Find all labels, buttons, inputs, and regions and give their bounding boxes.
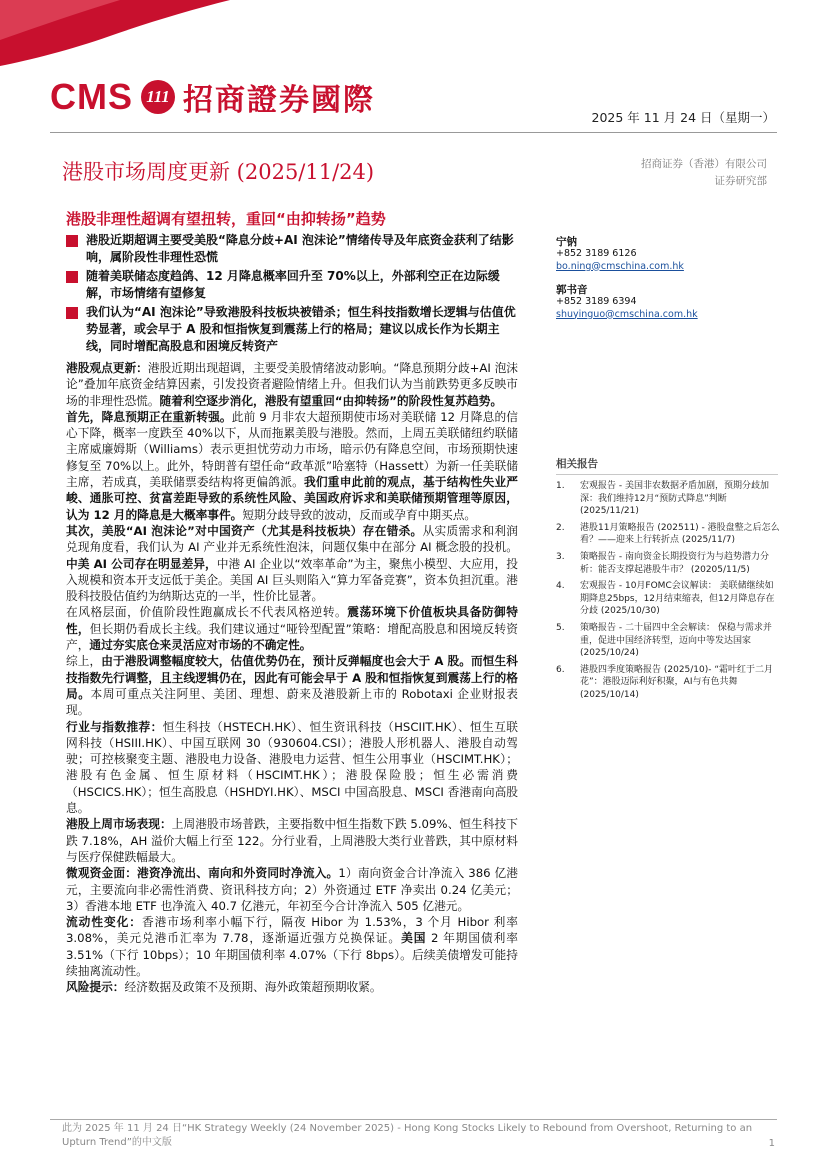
analyst-phone: +852 3189 6394	[556, 296, 637, 308]
bullet-square-icon	[66, 235, 78, 247]
related-report-item[interactable]: 4. 宏观报告 - 10月FOMC会议解读： 美联储继续如期降息25bps，12月结束缩表，但12月降息存在分歧 (2025/10/30)	[556, 581, 775, 617]
header-divider	[50, 132, 777, 133]
report-body	[66, 360, 518, 996]
paragraph-ai-bubble: 其次，美股“AI 泡沫论”对中国资产（尤其是科技板块）存在错杀。从实质需求和利润兑现角度看，我们认为 AI 产业并无系统性泡沫，问题仅集中在部分 AI 概念股的投机。中美 AI 公司存在明显差异，中港 AI 企业以“效率革命”为主，聚焦小模型、大应用，投入规模和资本开支远低于美企。美国 AI 巨头则陷入“算力军备竞赛”，资本负担沉重。港股科技股估值约为纳斯达克的一半，性价比显著。	[66, 523, 518, 604]
footer-note: 此为 2025 年 11 月 24 日“HK Strategy Weekly (24 November 2025) - Hong Kong Stocks Likely to Rebound from Overshoot, Returning to an Upturn Trend”的中文版	[62, 1123, 753, 1148]
paragraph-style: 在风格层面，价值阶段性跑赢成长不代表风格逆转。震荡环境下价值板块具备防御特性，但长期仍看成长主线。我们建议通过“哑铃型配置”策略：增配高股息和困境反转资产，通过夯实底仓来灵活应对市场的不确定性。	[66, 605, 518, 653]
report-date: 2025 年 11 月 24 日（星期一）	[591, 110, 775, 125]
paragraph-rate-cut: 首先，降息预期正在重新转强。此前 9 月非农大超预期使市场对美联储 12 月降息的信心下降，概率一度跌至 40%以下，从而拖累美股与港股。然而，上周五美联储纽约联储主席威廉姆斯（Williams）表示更担忧劳动力市场，暗示仍有降息空间，市场预期快速修复至 70%以上。此外，特朗普有望任命“政革派”哈塞特（Hassett）为新一任美联储主席，若成真，美联储票委结构将更偏鸽派。我们重申此前的观点，基于结构性失业严峻、通胀可控、贫富差距导致的系统性风险、美国政府诉求和美联储预期管理等原因，认为 12 月的降息是大概率事件。短期分歧导致的波动，反而或孕育中期买点。	[66, 409, 518, 522]
company-info	[641, 156, 767, 190]
related-report-item[interactable]: 3. 策略报告 - 南向资金长期投资行为与趋势潜力分析：能否支撑起港股牛市？ (20205/11/5)	[556, 551, 769, 575]
paragraph-recommendations: 行业与指数推荐：恒生科技（HSTECH.HK）、恒生资讯科技（HSCIIT.HK）、恒生互联网科技（HSIII.HK）、中国互联网 30（930604.CSI）；港股人形机器人、港股自动驾驶；可控核聚变主题、港股电力设备、港股电力运营、恒生公用事业（HSCIMT.HK）；港股有色金属、恒生原材料（HSCIMT.HK）；港股保险股；恒生必需消费（HSCICS.HK）；恒生高股息（HSHDYI.HK）、MSCI 中国高股息、MSCI 香港南向高股息。	[66, 719, 518, 816]
key-point: 我们认为“AI 泡沫论”导致港股科技板块被错杀；恒生科技指数增长逻辑与估值优势显著，或会早于 A 股和恒指恢复到震荡上行的格局；建议以成长作为长期主线，同时增配高股息和困境反转资产	[66, 304, 518, 355]
paragraph-fund-flows: 微观资金面：港资净流出、南向和外资同时净流入。1）南向资金合计净流入 386 亿港元，主要流向非必需性消费、资讯科技方向；2）外资通过 ETF 净卖出 0.24 亿美元；3）香港本地 ETF 也净流入 40.7 亿港元，年初至今合计净流入 505 亿港元。	[66, 866, 518, 913]
paragraph-risk: 风险提示：经济数据及政策不及预期、海外政策超预期收紧。	[66, 980, 382, 995]
logo-chinese-name: 招商證券國際	[183, 83, 375, 118]
footer-divider	[50, 1119, 777, 1120]
key-points	[66, 232, 518, 357]
bullet-square-icon	[66, 307, 78, 319]
related-report-item[interactable]: 1. 宏观报告 - 美国非农数据矛盾加剧，预期分歧加深：我们维持12月“预防式降息”判断 (2025/11/21)	[556, 481, 769, 517]
analyst-email-link[interactable]: shuyinguo@cmschina.com.hk	[556, 308, 698, 320]
analyst-phone: +852 3189 6126	[556, 248, 637, 260]
page-number: 1	[768, 1138, 775, 1149]
paragraph-liquidity: 流动性变化：香港市场利率小幅下行，隔夜 Hibor 为 1.53%，3 个月 Hibor 利率 3.08%，美元兑港币汇率为 7.78，逐渐逼近强方兑换保证。美国 2 年期国债利率 3.51%（下行 10bps）；10 年期国债利率 4.07%（下行 8bps）。后续美债增发可能持续抽离流动性。	[66, 915, 518, 978]
header-swoosh	[0, 0, 230, 70]
analyst-card	[556, 284, 698, 321]
analyst-email-link[interactable]: bo.ning@cmschina.com.hk	[556, 260, 684, 272]
related-reports-list	[556, 480, 782, 706]
report-title: 港股市场周度更新 (2025/11/24)	[62, 160, 375, 184]
paragraph-market-performance: 港股上周市场表现：上周港股市场普跌，主要指数中恒生指数下跌 5.09%、恒生科技下跌 7.18%，AH 溢价大幅上行至 122。分行业看，上周港股大类行业普跌，其中原材料与医疗保健跌幅最大。	[66, 817, 518, 864]
paragraph-view-update: 港股观点更新：港股近期出现超调，主要受美股情绪波动影响。“降息预期分歧+AI 泡沫论”叠加年底资金结算因素，引发投资者避险情绪上升。但我们认为当前跌势更多反映市场的非理性恐慌。随着利空逐步消化，港股有望重回“由抑转扬”的阶段性复苏趋势。	[66, 361, 518, 408]
related-reports-title: 相关报告	[556, 458, 598, 470]
paragraph-summary: 综上，由于港股调整幅度较大，估值优势仍在，预计反弹幅度也会大于 A 股。而恒生科技指数先行调整，且主线逻辑仍在，因此有可能会早于 A 股和恒指恢复到震荡上行的格局。本周可重点关注阿里、美团、理想、蔚来及港股新上市的 Robotaxi 企业财报表现。	[66, 654, 518, 718]
report-headline: 港股非理性超调有望扭转，重回“由抑转扬”趋势	[66, 210, 386, 228]
company-name: 招商证券（香港）有限公司	[641, 158, 767, 170]
analyst-name: 宁钠	[556, 236, 577, 248]
bullet-square-icon	[66, 271, 78, 283]
logo-badge-icon: 111	[141, 80, 175, 114]
related-reports-divider	[556, 474, 778, 475]
analyst-card	[556, 236, 684, 273]
key-point: 随着美联储态度趋鸽、12 月降息概率回升至 70%以上，外部利空正在边际缓解，市场情绪有望修复	[66, 268, 518, 302]
company-logo	[50, 74, 375, 120]
related-report-item[interactable]: 6. 港股四季度策略报告 (2025/10)- “霜叶红于二月花”：港股迈际利好积聚，AI与有色共舞 (2025/10/14)	[556, 664, 774, 700]
related-report-item[interactable]: 2. 港股11月策略报告 (202511) - 港股盘整之后怎么看？——迎来上行转折点 (2025/11/7)	[556, 522, 780, 546]
department-name: 证券研究部	[714, 175, 767, 187]
logo-cms-text: CMS	[50, 76, 133, 117]
analyst-name: 郭书音	[556, 284, 588, 296]
related-report-item[interactable]: 5. 策略报告 - 二十届四中全会解读： 保稳与需求并重，促进中国经济转型，迈向中等发达国家 (2025/10/24)	[556, 622, 772, 659]
key-point: 港股近期超调主要受美股“降息分歧+AI 泡沫论”情绪传导及年底资金获利了结影响，属阶段性非理性恐慌	[66, 232, 518, 266]
